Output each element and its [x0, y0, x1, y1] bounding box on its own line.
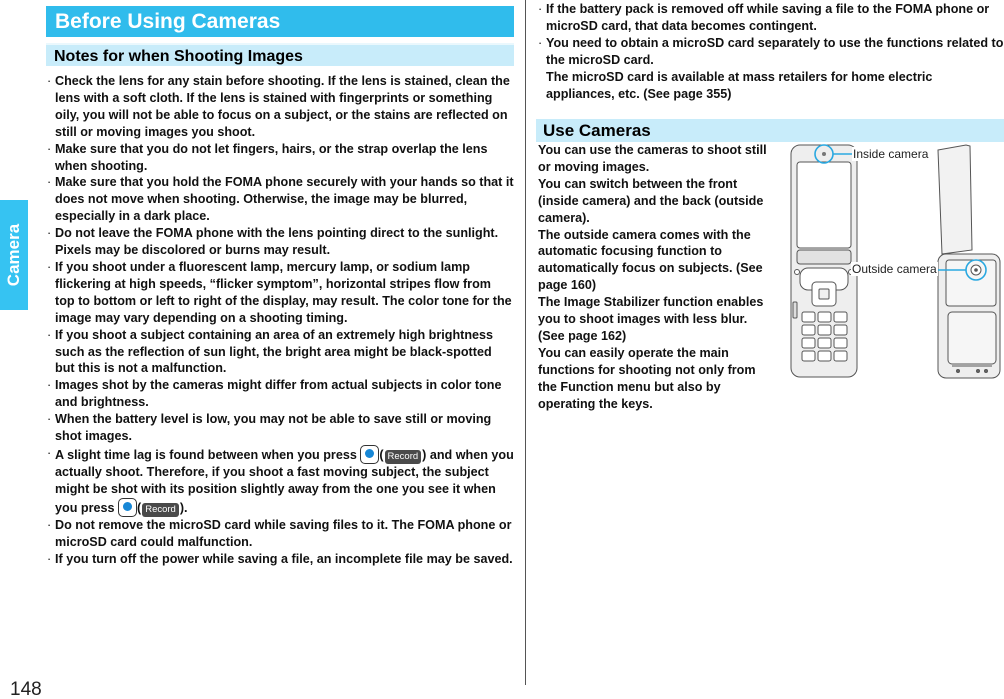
use-paragraph: The outside camera comes with the automatic focusing function to automatically focus on subjects. (See page 160) [538, 227, 763, 293]
notes-list-continued [536, 1, 1004, 102]
phone-front [791, 145, 857, 377]
page-number: 148 [10, 679, 42, 699]
center-key-icon [360, 445, 379, 464]
phone-back [938, 145, 1000, 378]
paren-open: ( [379, 447, 384, 462]
use-cameras-description [538, 142, 774, 413]
section-heading-notes: Notes for when Shooting Images [46, 43, 514, 66]
record-softkey-icon: Record [385, 450, 422, 464]
note-item-time-lag [46, 445, 514, 517]
note-item: · Do not leave the FOMA phone with the lens pointing direct to the sunlight. Pixels may be discolored or burns may result. [46, 225, 514, 259]
time-lag-text-3: ). [179, 500, 188, 515]
section-tab-label: Camera [4, 223, 23, 287]
use-paragraph: You can switch between the front (inside camera) and the back (outside camera). [538, 176, 764, 225]
microsd-note: You need to obtain a microSD card separately to use the functions related to the microSD card. [546, 35, 1004, 67]
note-item: · If you shoot a subject containing an area of an extremely high brightness such as the reflection of sun light, the bright area might be black-spotted but this is not a malfunction. [46, 327, 514, 378]
microsd-note-continuation: The microSD card is available at mass retailers for home electric appliances, etc. (See page 355) [546, 69, 933, 101]
use-paragraph: The Image Stabilizer function enables you to shoot images with less blur. (See page 162) [538, 295, 764, 343]
notes-list [46, 73, 514, 567]
note-item: · Check the lens for any stain before shooting. If the lens is stained, clean the lens with a soft cloth. If the lens is stained with fingerprints or something oily, you will not be able to focus on a subject, or the stains are reflected on still or moving images you shoot. [46, 73, 514, 141]
note-item: · Make sure that you do not let fingers, hairs, or the strap overlap the lens when shooting. [46, 141, 514, 175]
column-divider [525, 0, 526, 685]
note-item: · Images shot by the cameras might differ from actual subjects in color tone and brightness. [46, 377, 514, 411]
note-item: · If you turn off the power while saving a file, an incomplete file may be saved. [46, 551, 514, 568]
paren-open: ( [137, 500, 142, 515]
left-column [46, 6, 514, 567]
section-heading-use-cameras: Use Cameras [536, 119, 1004, 142]
inside-camera-label: Inside camera [853, 147, 929, 161]
inside-camera-lens [822, 152, 826, 156]
time-lag-text-2: ) and when you actually shoot. Therefore, if you shoot a fast moving subject, the subject might be shot with its position slightly away from the one you see it when you press [55, 447, 514, 515]
center-key-icon [118, 498, 137, 517]
phone-illustration [788, 142, 1004, 382]
time-lag-text-1: A slight time lag is found between when you press [55, 447, 361, 462]
note-item: · If you shoot under a fluorescent lamp, mercury lamp, or sodium lamp flickering at high speeds, “flicker symptom”, horizontal stripes flow from top to bottom or left to right of the display, may result. The color tone for the image may vary depending on a shooting timing. [46, 259, 514, 327]
note-item-microsd [536, 35, 1004, 103]
outside-camera-label: Outside camera [852, 262, 937, 276]
record-softkey-icon: Record [142, 503, 179, 517]
use-paragraph: You can easily operate the main functions for shooting not only from the Function menu but also by operating the keys. [538, 345, 756, 411]
note-item: · If the battery pack is removed off while saving a file to the FOMA phone or microSD card, that data becomes contingent. [536, 1, 1004, 35]
note-item: · Make sure that you hold the FOMA phone securely with your hands so that it does not move when shooting. Otherwise, the image may be blurred, especially in a dark place. [46, 174, 514, 225]
note-item: · When the battery level is low, you may not be able to save still or moving shot images. [46, 411, 514, 445]
note-item: · Do not remove the microSD card while saving files to it. The FOMA phone or microSD card could malfunction. [46, 517, 514, 551]
use-paragraph: You can use the cameras to shoot still or moving images. [538, 143, 767, 174]
right-column [536, 0, 1004, 411]
page-title: Before Using Cameras [46, 6, 514, 37]
